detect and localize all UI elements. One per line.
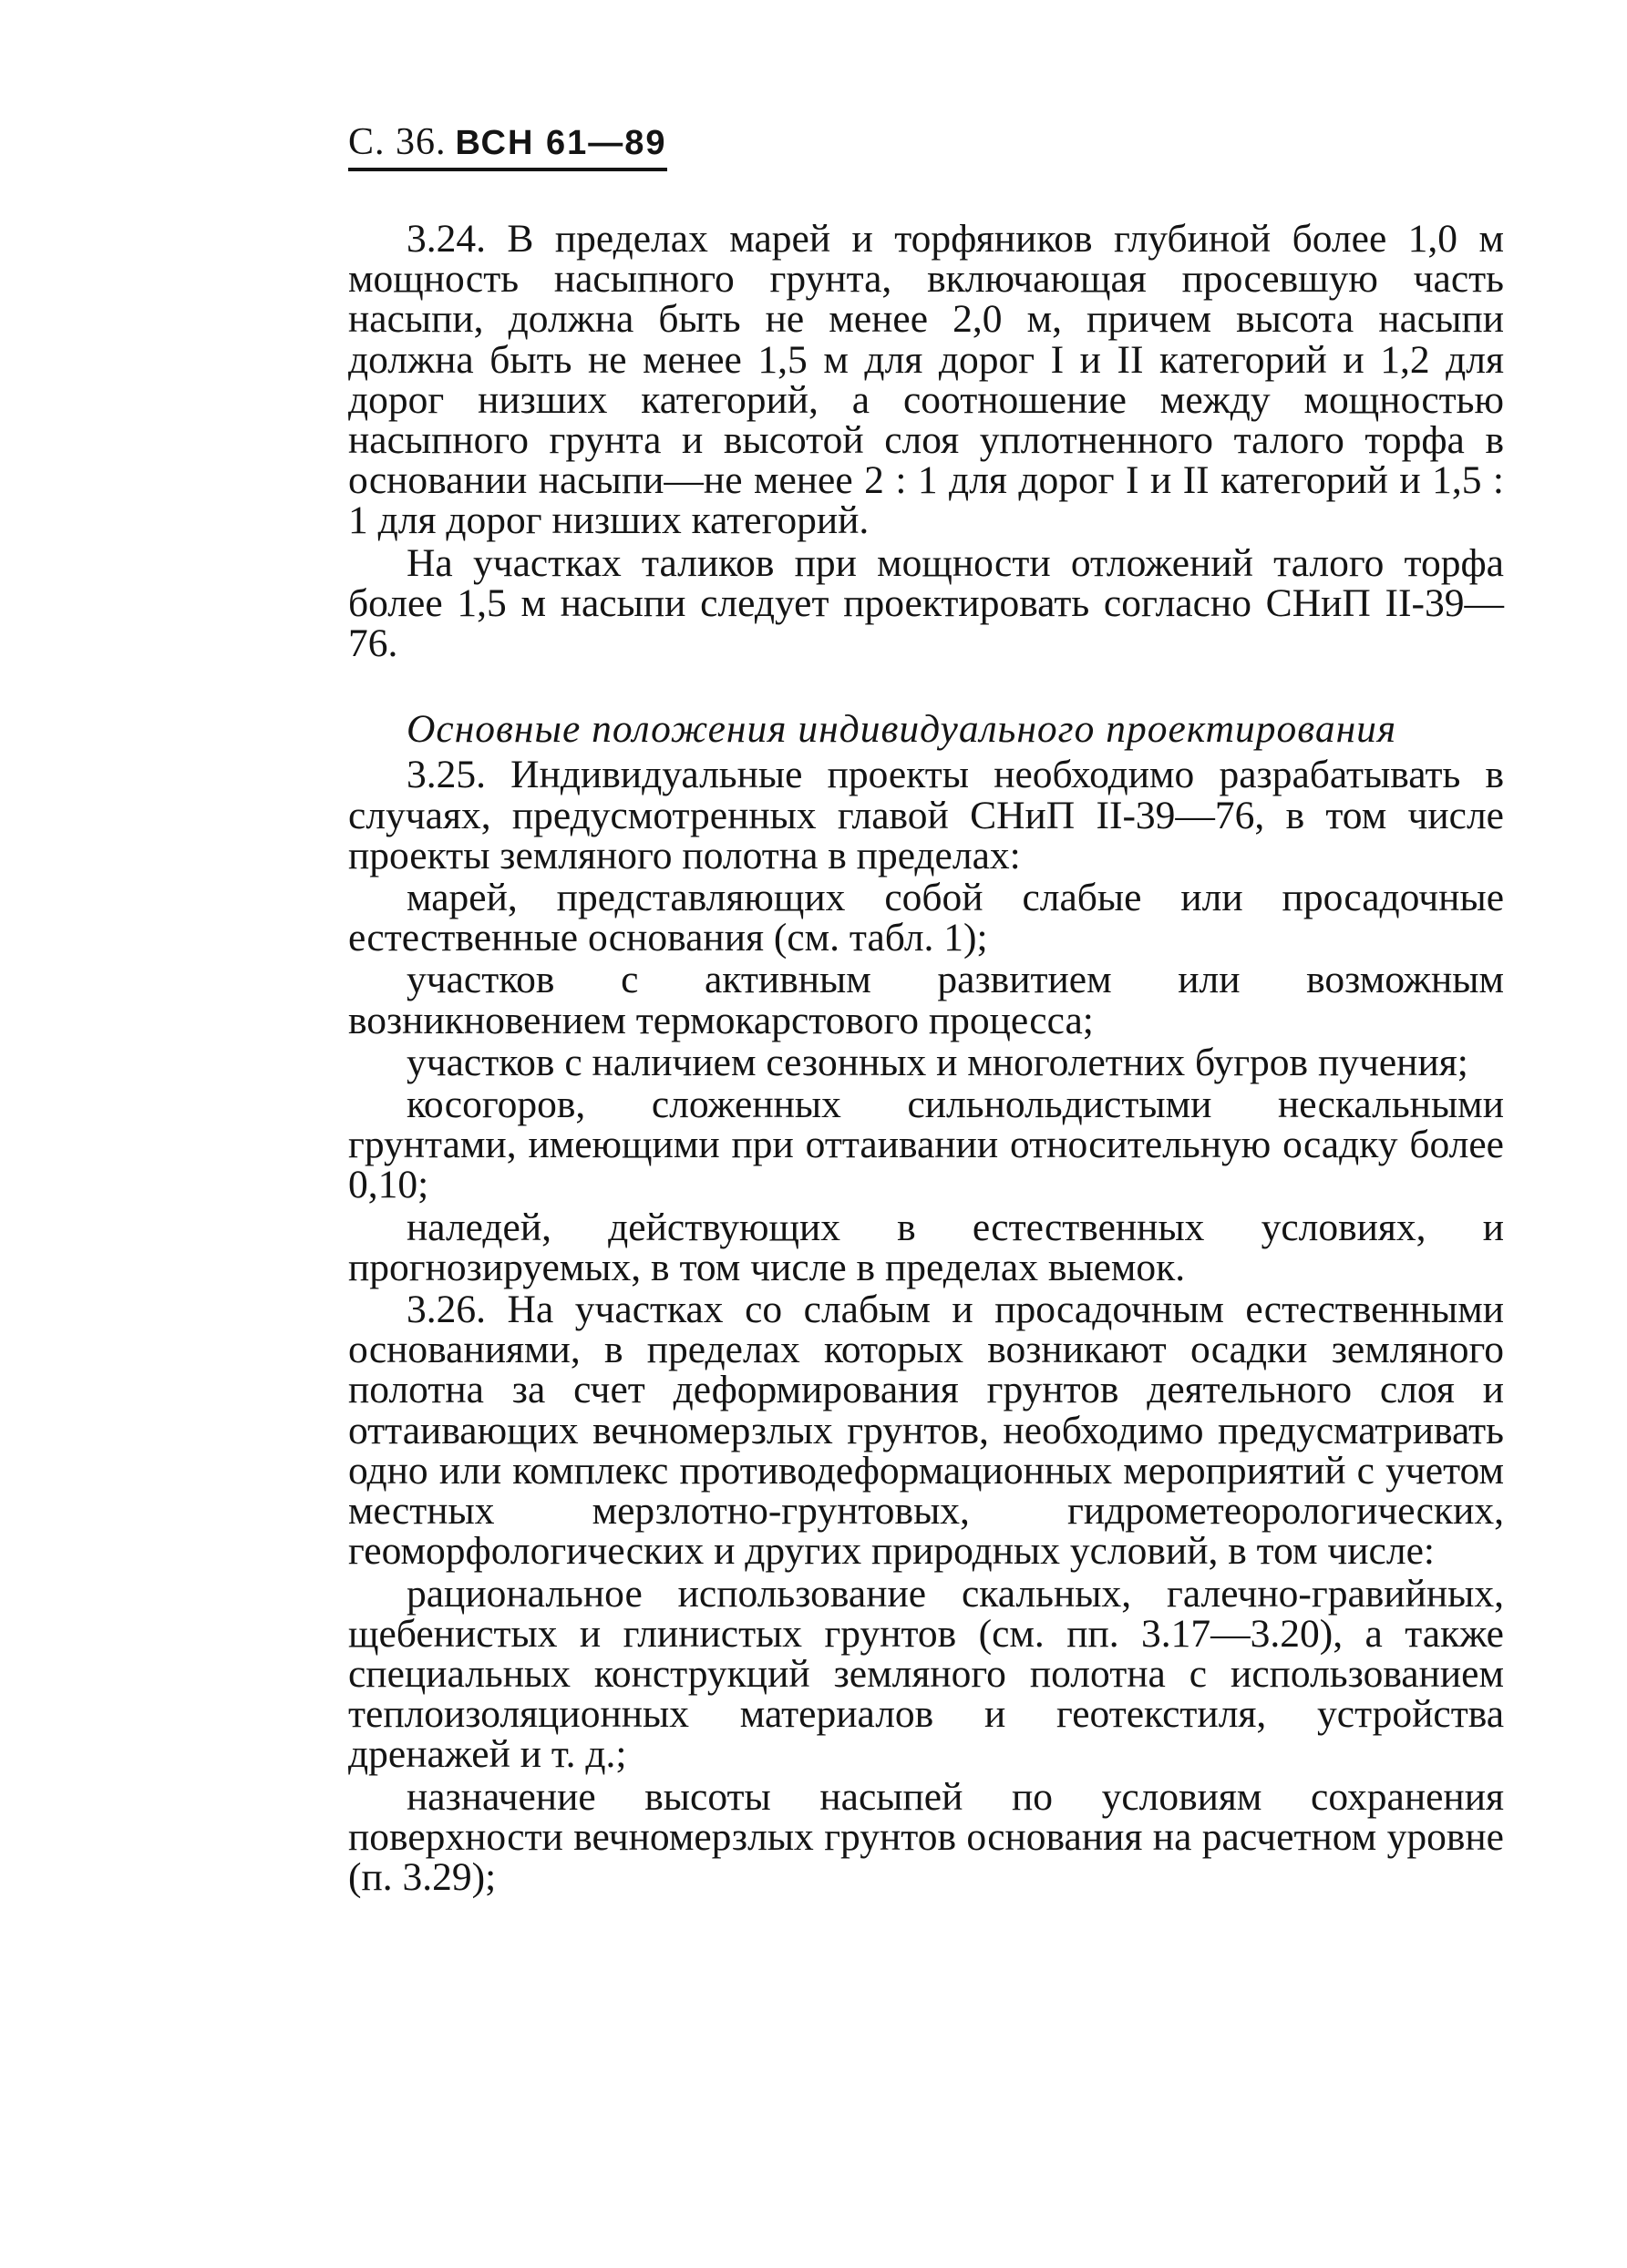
list-item-mari: марей, представляющих собой слабые или просадочные естественные основания (см. табл. 1); [348,876,1504,960]
document-code: ВСН 61—89 [455,124,667,162]
list-item-soils-usage: рациональное использование скальных, галечно-гравийных, щебенистых и глинистых грунтов (см. пп. 3.17—3.20), а также специальных конструкций земляного полотна с использованием теплоизоляционных материалов и геотекстиля, устройства дренажей и т. д.; [348,1571,1504,1777]
list-item-frost-mounds: участков с наличием сезонных и многолетних бугров пучения; [407,1040,1468,1084]
list-item-embankment-height: назначение высоты насыпей по условиям сохранения поверхности вечномерзлых грунтов основания на расчетном уровне (п. 3.29); [348,1774,1504,1899]
section-title: Основные положения индивидуального проектирования [407,707,1397,752]
list-item-icings: наледей, действующих в естественных условиях, и прогнозируемых, в том числе в пределах выемок. [348,1205,1504,1289]
list-item-thermokarst: участков с активным развитием или возможным возникновением термокарстового процесса; [348,958,1504,1042]
list-item-slopes: косогоров, сложенных сильнольдистыми нескальными грунтами, имеющими при оттаивании относительную осадку более 0,10; [348,1083,1504,1207]
page-header [348,121,667,171]
paragraph-taliks: На участках таликов при мощности отложений талого торфа более 1,5 м насыпи следует проектировать согласно СНиП II-39—76. [348,540,1504,666]
page-reference: С. 36. [348,121,447,163]
document-body [348,219,1504,1897]
paragraph-3-26: 3.26. На участках со слабым и просадочным естественными основаниями, в пределах которых возникают осадки земляного полотна за счет деформирования грунтов деятельного слоя и оттаивающих вечномерзлых грунтов, необходимо предусматривать одно или комплекс противодеформационных мероприятий с учетом местных мерзлотно-грунтовых, гидрометеорологических, геоморфологических и других природных условий, в том числе: [348,1288,1504,1574]
paragraph-3-24: 3.24. В пределах марей и торфяников глубиной более 1,0 м мощность насыпного грунта, включающая просевшую часть насыпи, должна быть не менее 2,0 м, причем высота насыпи должна быть не менее 1,5 м для дорог I и II категорий и 1,2 для дорог низших категорий, а соотношение между мощностью насыпного грунта и высотой слоя уплотненного талого торфа в основании насыпи—не менее 2 : 1 для дорог I и II категорий и 1,5 : 1 для дорог низших категорий. [348,217,1504,543]
paragraph-3-25: 3.25. Индивидуальные проекты необходимо разрабатывать в случаях, предусмотренных главой СНиП II-39—76, в том числе проекты земляного полотна в пределах: [348,753,1504,877]
